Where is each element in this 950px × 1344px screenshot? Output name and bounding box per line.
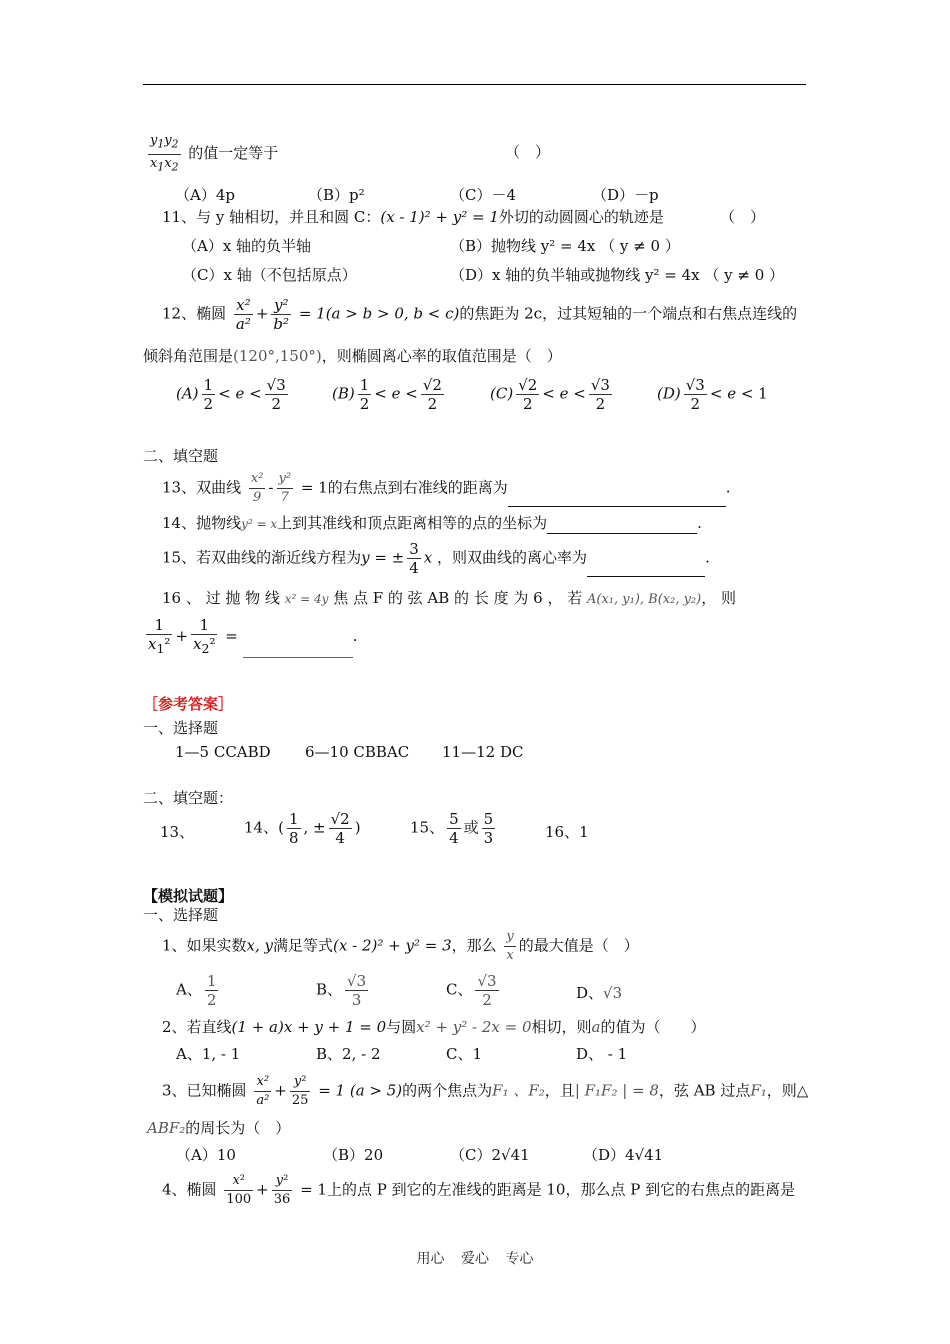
q12-option-d: (D) $\frac{√3}{2}$ < e < 1 <box>657 376 768 413</box>
q12-option-a: (A) $\frac{1}{2}$ < e < $\frac{√3}{2}$ <box>176 376 286 413</box>
q12-line2: 倾斜角范围是(120°,150°)，则椭圆离心率的取值范围是（ ） <box>143 347 562 365</box>
answers-row-2: 6—10 CBBAC <box>305 743 410 761</box>
page-footer <box>0 1248 950 1268</box>
q10-option-c: （C）－4 <box>450 186 517 204</box>
q10-stem: $\frac{y_1y_2}{x_1x_2}$ 的值一定等于 <box>150 133 279 174</box>
q12-option-c: (C) $\frac{√2}{2}$ < e < $\frac{√3}{2}$ <box>490 376 610 413</box>
mock-q2-option-d: D、 - 1 <box>576 1045 628 1063</box>
q11-paren: （ ） <box>720 208 766 226</box>
q10-option-b: （B）p² <box>308 186 365 204</box>
mock-q1-option-d: D、√3 <box>576 984 623 1002</box>
mock-q1-option-c: C、 $\frac{√3}{2}$ <box>446 972 497 1009</box>
header-rule <box>143 84 806 85</box>
mock-q1-option-b: B、 $\frac{√3}{3}$ <box>316 972 367 1009</box>
q14-stem: 14、抛物线y² = x上到其准线和顶点距离相等的点的坐标为 . <box>162 514 702 532</box>
footer-word-3: 专心 <box>505 1251 534 1267</box>
answer-14: 14、( $\frac{1}{8}$ , ± $\frac{√2}{4}$ ) <box>244 810 361 847</box>
mock-q1-option-a: A、 $\frac{1}{2}$ <box>176 972 217 1009</box>
mock-q2-stem: 2、若直线(1 + a)x + y + 1 = 0与圆x² + y² - 2x = 0相切，则a的值为（ ） <box>162 1018 706 1036</box>
q12-stem: 12、椭圆 $\frac{\text{x²}}{\text{a²}}$ + $\frac{\text{y²}}{\text{b²}}$ = 1(a > b > 0, b < c)的焦距为 2c，过其短轴的一个端点和右焦点连线的 <box>162 296 798 333</box>
q11-option-b: （B）抛物线 y² = 4x （ y ≠ 0 ） <box>450 237 680 255</box>
mock-title: 【模拟试题】 <box>143 887 234 905</box>
answers-section1: 一、选择题 <box>143 719 219 737</box>
q11-option-c: （C）x 轴（不包括原点） <box>182 266 357 284</box>
mock-q2-option-c: C、1 <box>446 1045 483 1063</box>
q12-option-b: (B) $\frac{1}{2}$ < e < $\frac{√2}{2}$ <box>332 376 442 413</box>
mock-section1: 一、选择题 <box>143 906 219 924</box>
answers-row-1: 1—5 CCABD <box>175 743 271 761</box>
mock-q3-option-b: （B）20 <box>323 1146 384 1164</box>
mock-q3-stem: 3、已知椭圆 $\frac{\text{x²}}{\text{a²}}$ + $\frac{\text{y²}}{25}$ = 1 (a > 5)的两个焦点为F₁ 、F₂，且| F₁F₂ | = 8，弦 AB 过点F₁，则△ <box>162 1074 809 1108</box>
q16-line1: 16 、 过 抛 物 线 x² = 4y 焦 点 F 的 弦 AB 的 长 度 为 6 ， 若 A(x₁, y₁), B(x₂, y₂)， 则 <box>162 589 737 607</box>
mock-q1-stem: 1、如果实数x, y满足等式(x - 2)² + y² = 3，那么 $\frac{y}{x}$ 的最大值是（ ） <box>162 929 639 963</box>
mock-q2-option-a: A、1, - 1 <box>176 1045 241 1063</box>
mock-q3-option-d: （D）4√41 <box>583 1146 664 1164</box>
q11-stem: 11、与 y 轴相切，并且和圆 C：(x - 1)² + y² = 1外切的动圆圆心的轨迹是 <box>162 208 664 226</box>
answers-title: ［参考答案］ <box>143 695 234 713</box>
q11-option-d: （D）x 轴的负半轴或抛物线 y² = 4x （ y ≠ 0 ） <box>450 266 785 284</box>
q16-line2: $\frac{1}{x_1^2}$ + $\frac{1}{x_2^2}$ = . <box>148 616 358 656</box>
q10-option-d: （D）－p <box>592 186 659 204</box>
q13-stem: 13、双曲线 $\frac{\text{x²}}{9}$ - $\frac{\text{y²}}{7}$ = 1的右焦点到右准线的距离为 . <box>162 471 731 505</box>
answers-row-3: 11—12 DC <box>442 743 524 761</box>
q15-stem: 15、若双曲线的渐近线方程为y = ± $\frac{3}{4}$ x ，则双曲线的离心率为 . <box>162 540 710 577</box>
section-fill-title: 二、填空题 <box>143 447 219 465</box>
answer-13: 13、 <box>160 823 195 841</box>
mock-q3-line2: ABF₂的周长为（ ） <box>147 1119 291 1137</box>
footer-word-1: 用心 <box>416 1251 445 1267</box>
footer-word-2: 爱心 <box>461 1251 489 1267</box>
mock-q4-stem: 4、椭圆 $\frac{\text{x²}}{100}$ + $\frac{\text{y²}}{36}$ = 1上的点 P 到它的左准线的距离是 10，那么点 P 到它的右焦点的距离是 <box>162 1173 796 1207</box>
answer-15: 15、 $\frac{5}{4}$ 或 $\frac{5}{3}$ <box>410 810 494 847</box>
q10-paren: （ ） <box>505 143 551 161</box>
answers-section2: 二、填空题： <box>143 789 234 807</box>
mock-q3-option-a: （A）10 <box>176 1146 236 1164</box>
answer-16: 16、1 <box>545 823 589 841</box>
q10-option-a: （A）4p <box>175 186 235 204</box>
q11-option-a: （A）x 轴的负半轴 <box>182 237 312 255</box>
mock-q2-option-b: B、2, - 2 <box>316 1045 381 1063</box>
mock-q3-option-c: （C）2√41 <box>450 1146 530 1164</box>
